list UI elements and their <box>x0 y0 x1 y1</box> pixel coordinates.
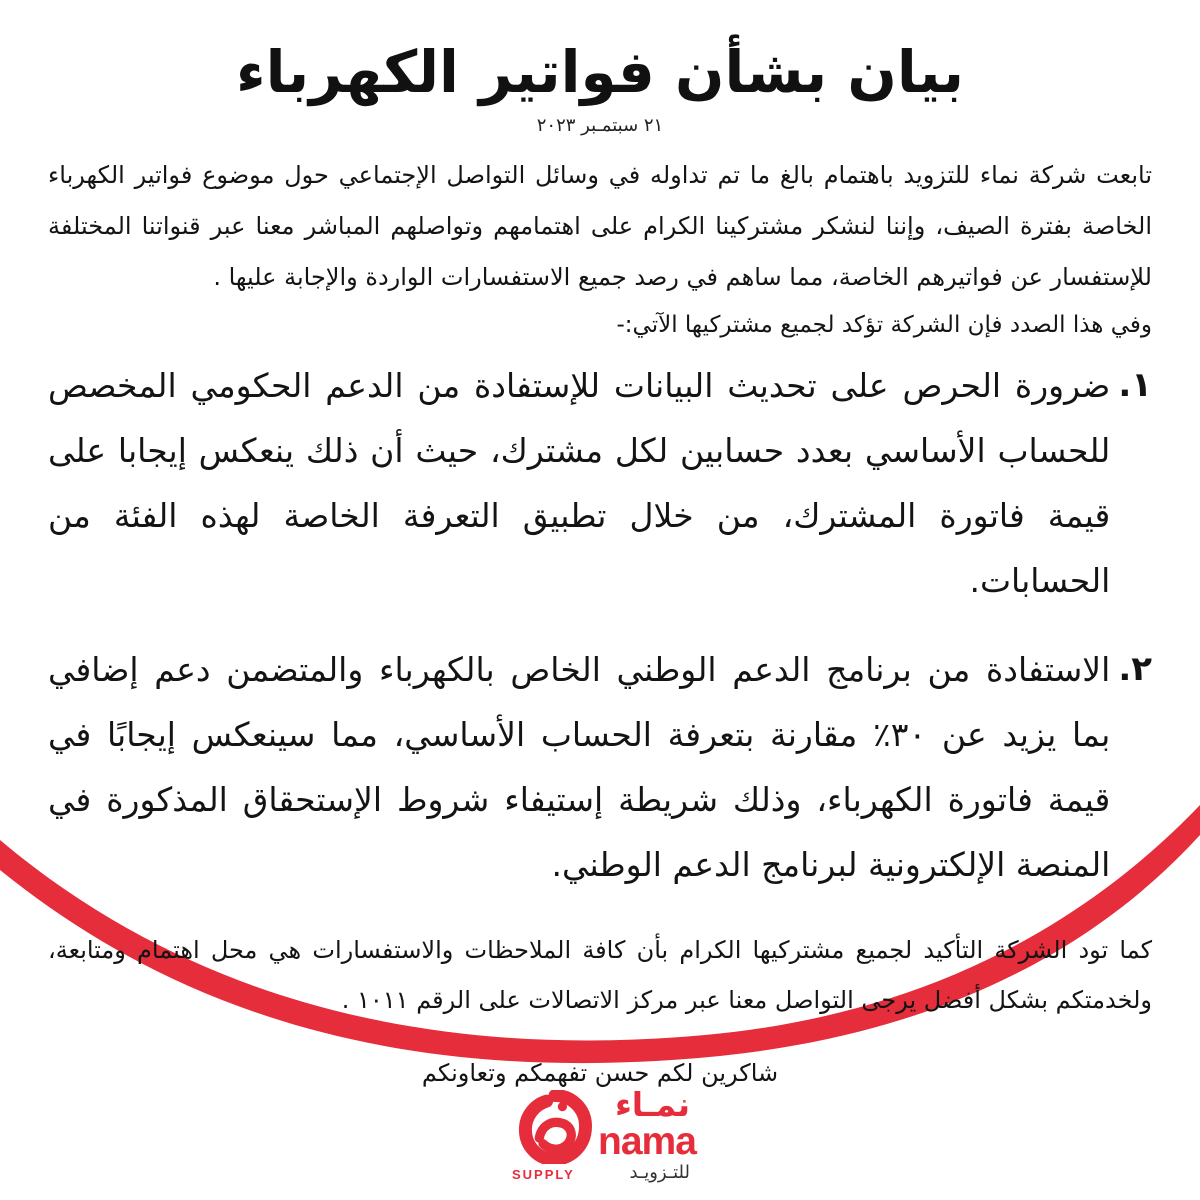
intro-paragraph: تابعت شركة نماء للتزويد باهتمام بالغ ما تم تداوله في وسائل التواصل الإجتماعي حول موضوع فواتير الكهرباء الخاصة بفترة الصيف، وإننا لنشكر مشتركينا الكرام على اهتمامهم وتواصلهم المباشر معنا عبر قنواتنا المختلفة للإستفسار عن فواتيرهم الخاصة، مما ساهم في رصد جميع الاستفسارات الواردة والإجابة عليها . <box>48 161 1152 291</box>
statement-content <box>48 34 1152 1091</box>
nama-supply-logo <box>510 1084 696 1188</box>
point-text-2: الاستفادة من برنامج الدعم الوطني الخاص بالكهرباء والمتضمن دعم إضافي بما يزيد عن ٣٠٪ مقارنة بتعرفة الحساب الأساسي، مما سينعكس إيجابًا في قيمة فاتورة الكهرباء، وذلك شريطة إستيفاء شروط الإستحقاق المذكورة في المنصة الإلكترونية لبرنامج الدعم الوطني. <box>48 650 1111 884</box>
closing-paragraph: كما تود الشركة التأكيد لجميع مشتركيها الكرام بأن كافة الملاحظات والاستفسارات هي محل اهتمام ومتابعة، ولخدمتكم بشكل أفضل يرجى التواصل معنا عبر مركز الاتصالات على الرقم ١٠١١ . <box>48 936 1152 1014</box>
thanks-line: شاكرين لكم حسن تفهمكم وتعاونكم <box>421 1059 779 1087</box>
logo-latin-name: nama <box>598 1120 696 1163</box>
logo-arabic-name: نمـاء <box>614 1085 690 1124</box>
point-number-2: ٢. <box>1118 649 1152 689</box>
statement-point-1 <box>48 353 1152 613</box>
logo-supply-text: SUPPLY <box>512 1167 575 1182</box>
statement-point-2 <box>48 637 1152 897</box>
nama-logo-mark-icon <box>518 1090 592 1164</box>
lead-paragraph: وفي هذا الصدد فإن الشركة تؤكد لجميع مشتركيها الآتي:- <box>616 312 1152 338</box>
point-text-1: ضرورة الحرص على تحديث البيانات للإستفادة من الدعم الحكومي المخصص للحساب الأساسي بعدد حسابين لكل مشترك، حيث أن ذلك ينعكس إيجابا على قيمة فاتورة المشترك، من خلال تطبيق التعرفة الخاصة لهذه الفئة من الحسابات. <box>48 366 1111 600</box>
page-title: بيان بشأن فواتير الكهرباء <box>235 38 965 106</box>
statement-date: ٢١ سبتمـبر ٢٠٢٣ <box>536 115 664 136</box>
logo-tagline: للتـزويـد <box>629 1162 690 1183</box>
point-number-1: ١. <box>1118 365 1152 405</box>
